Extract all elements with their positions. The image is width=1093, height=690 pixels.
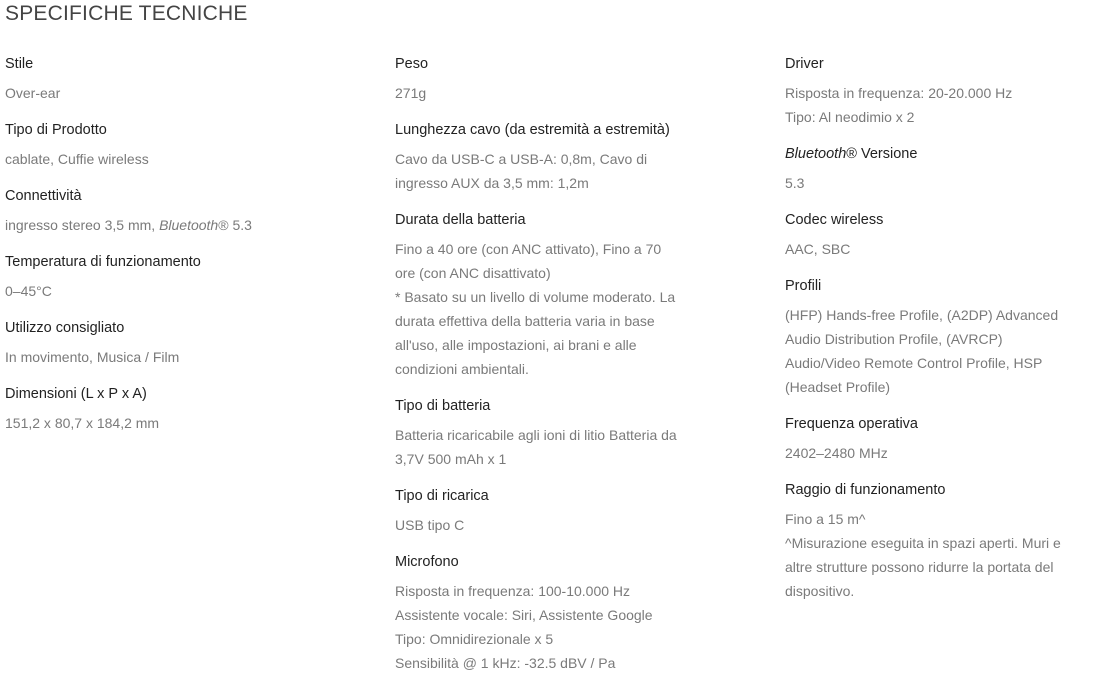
spec-value-line: ^Misurazione eseguita in spazi aperti. Muri e <box>785 535 1061 551</box>
spec-value-line: * Basato su un livello di volume moderato. La <box>395 289 676 305</box>
spec-value <box>5 213 375 237</box>
spec-microfono <box>395 550 725 675</box>
spec-value-line: 5.3 <box>785 175 805 191</box>
spec-value-line: durata effettiva della batteria varia in base <box>395 313 655 329</box>
spec-tipo-prodotto <box>5 118 375 171</box>
spec-label: Raggio di funzionamento <box>785 482 946 498</box>
spec-value-line: Fino a 40 ore (con ANC attivato), Fino a 70 <box>395 241 662 257</box>
spec-value <box>785 237 1090 261</box>
spec-dimensioni <box>5 382 375 435</box>
spec-value-line: Audio Distribution Profile, (AVRCP) <box>785 331 1003 347</box>
spec-label: Profili <box>785 278 822 294</box>
spec-value <box>395 81 725 105</box>
spec-value-line: Over-ear <box>5 85 61 101</box>
spec-value <box>785 81 1090 129</box>
spec-label: Connettività <box>5 188 82 204</box>
spec-label: Temperatura di funzionamento <box>5 254 201 270</box>
spec-profili <box>785 274 1090 399</box>
spec-bluetooth-versione <box>785 142 1090 195</box>
spec-label: Microfono <box>395 554 459 570</box>
spec-value-line: Audio/Video Remote Control Profile, HSP <box>785 355 1043 371</box>
spec-value <box>395 423 725 471</box>
spec-value <box>785 303 1090 399</box>
spec-value <box>785 507 1090 603</box>
spec-label: Tipo di ricarica <box>395 488 489 504</box>
specs-column-2 <box>395 52 725 688</box>
spec-value-line: condizioni ambientali. <box>395 361 529 377</box>
spec-value-line: Cavo da USB-C a USB-A: 0,8m, Cavo di <box>395 151 648 167</box>
spec-value <box>785 441 1090 465</box>
spec-label: Tipo di Prodotto <box>5 122 107 138</box>
spec-value-line: (HFP) Hands-free Profile, (A2DP) Advanced <box>785 307 1059 323</box>
spec-label: Lunghezza cavo (da estremità a estremità) <box>395 122 670 138</box>
spec-value-line: Batteria ricaricabile agli ioni di litio Batteria da <box>395 427 677 443</box>
spec-value-line: (Headset Profile) <box>785 379 891 395</box>
spec-label-suffix: ® Versione <box>846 146 918 162</box>
spec-tipo-batteria <box>395 394 725 471</box>
spec-value-line: 3,7V 500 mAh x 1 <box>395 451 507 467</box>
spec-label: Dimensioni (L x P x A) <box>5 386 147 402</box>
spec-utilizzo <box>5 316 375 369</box>
spec-frequenza-operativa <box>785 412 1090 465</box>
spec-value-line: Tipo: Al neodimio x 2 <box>785 109 915 125</box>
spec-value-text: ingresso stereo 3,5 mm, <box>5 217 160 233</box>
spec-value <box>395 147 725 195</box>
spec-label: Tipo di batteria <box>395 398 491 414</box>
spec-label: Utilizzo consigliato <box>5 320 125 336</box>
spec-tipo-ricarica <box>395 484 725 537</box>
spec-value-line: Fino a 15 m^ <box>785 511 866 527</box>
spec-label: Frequenza operativa <box>785 416 918 432</box>
spec-connettivita <box>5 184 375 237</box>
spec-value-line: Risposta in frequenza: 20-20.000 Hz <box>785 85 1013 101</box>
spec-label: Peso <box>395 56 429 72</box>
spec-peso <box>395 52 725 105</box>
spec-value <box>5 279 375 303</box>
spec-label <box>785 142 1090 166</box>
spec-value-line: ingresso AUX da 3,5 mm: 1,2m <box>395 175 589 191</box>
spec-value-suffix: ® 5.3 <box>218 217 252 233</box>
spec-value-line: 151,2 x 80,7 x 184,2 mm <box>5 415 160 431</box>
spec-value <box>395 513 725 537</box>
spec-value-line: Tipo: Omnidirezionale x 5 <box>395 631 554 647</box>
spec-stile <box>5 52 375 105</box>
spec-temperatura <box>5 250 375 303</box>
spec-durata-batteria <box>395 208 725 381</box>
spec-value <box>5 411 375 435</box>
spec-value <box>5 147 375 171</box>
spec-value-line: all'uso, alle impostazioni, ai brani e alle <box>395 337 637 353</box>
spec-value-line: ore (con ANC disattivato) <box>395 265 551 281</box>
spec-codec-wireless <box>785 208 1090 261</box>
spec-value <box>5 345 375 369</box>
spec-value-line: dispositivo. <box>785 583 855 599</box>
spec-value-line: 271g <box>395 85 427 101</box>
spec-value-line: 2402–2480 MHz <box>785 445 888 461</box>
spec-value-line: AAC, SBC <box>785 241 851 257</box>
spec-value-line: cablate, Cuffie wireless <box>5 151 149 167</box>
spec-value-line: Assistente vocale: Siri, Assistente Google <box>395 607 653 623</box>
spec-value <box>395 237 725 381</box>
spec-label: Durata della batteria <box>395 212 526 228</box>
spec-value <box>785 171 1090 195</box>
spec-label: Driver <box>785 56 824 72</box>
spec-value <box>395 579 725 675</box>
spec-label: Stile <box>5 56 34 72</box>
spec-value-line: 0–45°C <box>5 283 52 299</box>
page-title: SPECIFICHE TECNICHE <box>5 2 248 25</box>
spec-value-line: USB tipo C <box>395 517 465 533</box>
bluetooth-brand-text: Bluetooth <box>785 146 847 162</box>
spec-lunghezza-cavo <box>395 118 725 195</box>
spec-value-line: In movimento, Musica / Film <box>5 349 180 365</box>
specs-column-3 <box>785 52 1090 616</box>
spec-value-line <box>5 213 375 237</box>
spec-label: Codec wireless <box>785 212 884 228</box>
spec-value <box>5 81 375 105</box>
spec-value-line: Risposta in frequenza: 100-10.000 Hz <box>395 583 631 599</box>
spec-value-line: altre strutture possono ridurre la portata del <box>785 559 1054 575</box>
specs-column-1 <box>5 52 375 448</box>
bluetooth-brand-text: Bluetooth <box>159 217 219 233</box>
spec-raggio-funzionamento <box>785 478 1090 603</box>
spec-driver <box>785 52 1090 129</box>
spec-value-line: Sensibilità @ 1 kHz: -32.5 dBV / Pa <box>395 655 616 671</box>
